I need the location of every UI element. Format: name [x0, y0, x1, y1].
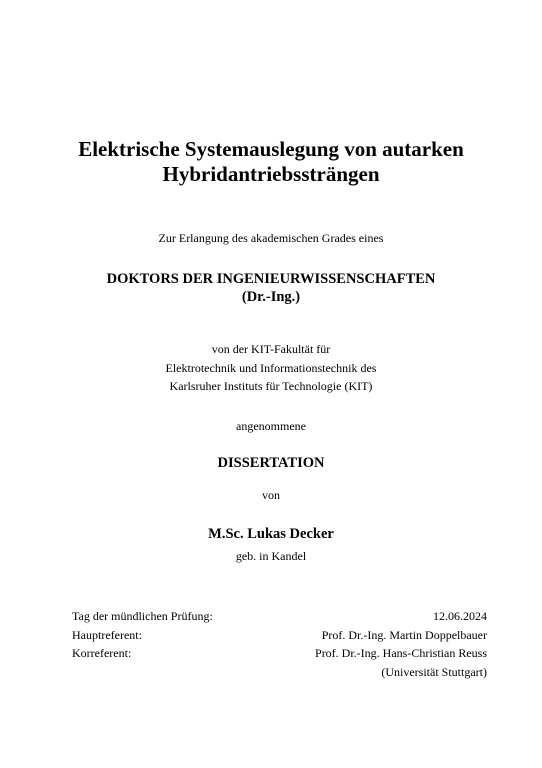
faculty-line-3: Karlsruher Instituts für Technologie (KIT) — [169, 379, 373, 393]
accepted-text: angenommene — [236, 419, 306, 433]
exam-date-label: Tag der mündlichen Prüfung: — [72, 609, 213, 623]
faculty-block — [0, 340, 542, 396]
document-type: DISSERTATION — [217, 455, 325, 471]
author-name: M.Sc. Lukas Decker — [208, 526, 334, 542]
co-referee-row — [72, 644, 487, 663]
co-referee-affiliation-row — [72, 663, 487, 682]
co-referee-value: Prof. Dr.-Ing. Hans-Christian Reuss — [315, 646, 487, 660]
thesis-title-line-2: Hybridantriebssträngen — [162, 162, 380, 186]
birthplace: geb. in Kandel — [235, 549, 307, 563]
degree-name-line-1: DOKTORS DER INGENIEURWISSENSCHAFTEN — [106, 271, 436, 287]
degree-abbreviation: (Dr.-Ing.) — [241, 289, 301, 305]
co-referee-affiliation: (Universität Stuttgart) — [381, 664, 487, 679]
thesis-title-line-1: Elektrische Systemauslegung von autarken — [78, 137, 464, 161]
main-referee-label: Hauptreferent: — [72, 627, 142, 642]
exam-date-row — [72, 607, 487, 626]
faculty-line-2: Elektrotechnik und Informationstechnik des — [165, 360, 377, 375]
main-referee-row — [72, 626, 487, 645]
by-text: von — [262, 488, 280, 502]
degree-name — [0, 270, 542, 306]
faculty-line-1: von der KIT-Fakultät für — [211, 342, 331, 356]
exam-date-value: 12.06.2024 — [433, 609, 487, 623]
thesis-title — [0, 137, 542, 187]
degree-purpose: Zur Erlangung des akademischen Grades eines — [158, 231, 384, 245]
exam-details — [72, 607, 487, 681]
main-referee-value: Prof. Dr.-Ing. Martin Doppelbauer — [321, 627, 487, 642]
co-referee-label: Korreferent: — [72, 646, 132, 660]
